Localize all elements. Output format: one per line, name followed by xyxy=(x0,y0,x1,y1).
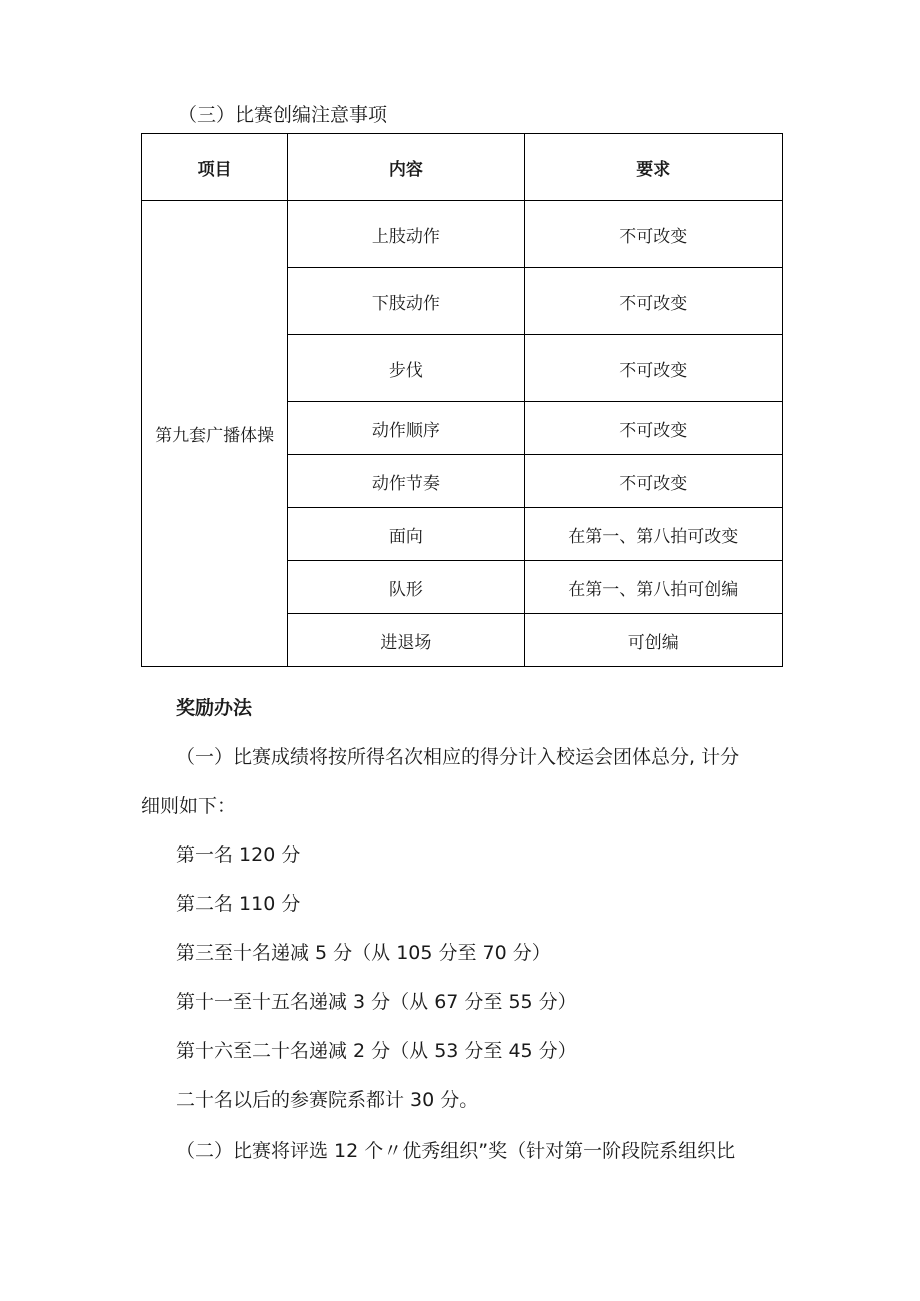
content-cell: 面向 xyxy=(288,508,524,561)
header-requirement: 要求 xyxy=(524,134,782,201)
score-line: 二十名以后的参赛院系都计 30 分。 xyxy=(176,1089,479,1111)
content-cell: 进退场 xyxy=(288,614,524,667)
score-line: 第二名 110 分 xyxy=(176,893,301,915)
content-cell: 动作顺序 xyxy=(288,402,524,455)
rewards-item2-line1: （二）比赛将评选 12 个〃优秀组织”奖（针对第一阶段院系组织比 xyxy=(176,1140,736,1162)
content-cell: 动作节奏 xyxy=(288,455,524,508)
requirement-cell: 不可改变 xyxy=(524,455,782,508)
header-project: 项目 xyxy=(142,134,288,201)
score-line: 第一名 120 分 xyxy=(176,844,301,866)
project-cell: 第九套广播体操 xyxy=(142,201,288,667)
requirement-cell: 在第一、第八拍可创编 xyxy=(524,561,782,614)
requirement-cell: 不可改变 xyxy=(524,268,782,335)
content-cell: 步伐 xyxy=(288,335,524,402)
requirement-cell: 不可改变 xyxy=(524,402,782,455)
requirement-cell: 可创编 xyxy=(524,614,782,667)
header-content: 内容 xyxy=(288,134,524,201)
rewards-heading: 奖励办法 xyxy=(176,697,253,719)
content-cell: 下肢动作 xyxy=(288,268,524,335)
requirement-cell: 不可改变 xyxy=(524,201,782,268)
score-line: 第十六至二十名递减 2 分（从 53 分至 45 分） xyxy=(176,1040,577,1062)
content-cell: 上肢动作 xyxy=(288,201,524,268)
score-line: 第三至十名递减 5 分（从 105 分至 70 分） xyxy=(176,942,551,964)
table-header-row xyxy=(142,134,783,201)
table-row xyxy=(142,201,783,268)
requirement-cell: 不可改变 xyxy=(524,335,782,402)
section-heading: （三）比赛创编注意事项 xyxy=(178,104,388,126)
requirement-cell: 在第一、第八拍可改变 xyxy=(524,508,782,561)
content-cell: 队形 xyxy=(288,561,524,614)
score-line: 第十一至十五名递减 3 分（从 67 分至 55 分） xyxy=(176,991,577,1013)
rewards-item1-line1: （一）比赛成绩将按所得名次相应的得分计入校运会团体总分, 计分 xyxy=(176,746,740,768)
rewards-item1-line2: 细则如下： xyxy=(141,795,237,817)
rules-table xyxy=(141,133,783,667)
